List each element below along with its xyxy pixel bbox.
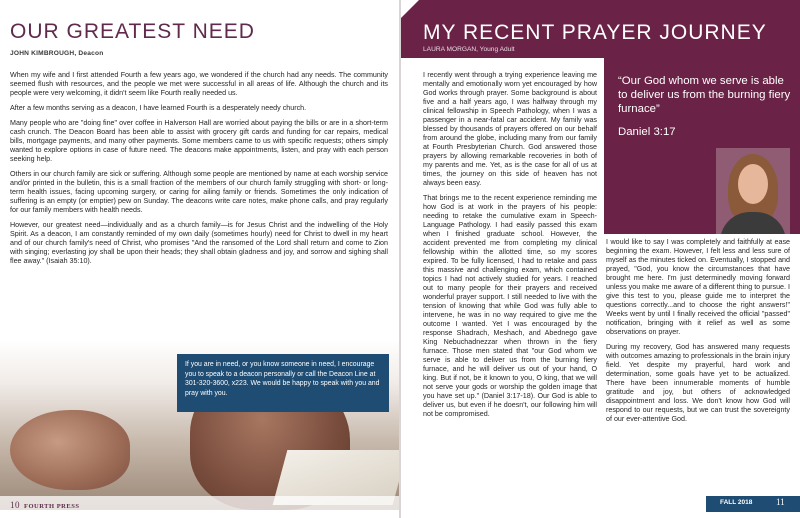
paragraph: Many people who are "doing fine" over coffee in Halverson Hall are worried about paying the bills or are in a short-term cash crunch. The Deacon Board has been able to assist with grocery gift cards and funding for car repairs, medical bills, mortgage payments, and many other payments. Some members came to us with specific requests; others simply wanted to explore options in case of future need. The deacons make appointments, listen, and pray with each person seeking help. [10,119,388,163]
page-number: 10 [10,500,20,510]
page-number-right: 11 [776,497,785,507]
page-number-left [10,500,79,510]
hands-shape [10,410,130,490]
quote-reference: Daniel 3:17 [618,126,676,138]
paragraph: I would like to say I was completely and faithfully at ease beginning the exam. However, I felt less and less sure of myself as the minutes ticked on. Eventually, I stopped and prayed, "God, you know the circumstances that have brought me here. I'm just determinedly moving forward unless you make me aware of a different thing to pursue. I give this test to you, please guide me to interpret the questions correctly...and to choose the right answers!" Weeks went by until I finally received the official "passed" notification, bringing with it relief as well as some observations on prayer. [606,238,790,336]
issue-label: FALL 2018 [720,499,753,506]
publication-name: FOURTH PRESS [24,503,80,510]
right-page [401,0,800,518]
article-title-left: OUR GREATEST NEED [10,20,255,43]
deacon-line-callout: If you are in need, or you know someone in need, I encourage you to speak to a deacon personally or call the Deacon Line at 301-320-3600, x223. We would be happy to speak with you and pray with you. [177,354,389,412]
paragraph: However, our greatest need—individually and as a church family—is for Jesus Christ and the indwelling of the Holy Spirit. As a deacon, I am constantly reminded of my own daily (sometimes hourly) need for Christ to dwell in my heart and of our church family's need of Christ, who promises "And the ransomed of the Lord shall return and come to Zion with singing; everlasting joy shall be upon their heads; they shall obtain gladness and joy, and sorrow and sighing shall flee away." (Isaiah 35:10). [10,221,388,265]
article-body-left [10,71,388,272]
footer-left [0,496,399,518]
left-page [0,0,399,518]
portrait-face [738,164,768,204]
paragraph: That brings me to the recent experience reminding me how God is at work in the prayers of his people: needing to retake the cumulative exam in Speech-Language Pathology. I had easily passed this exam when I finished graduate school. However, the accident prevented me from completing my clinical fellowship within the allotted time, so my scores expired. To be fully licensed, I had to retake and pass this massive and challenging exam, which contained topics I had not actively studied for years. I reached out to many people for their prayers and received wonderful prayer support. I still needed to live with the tension of knowing that while God was fully able to intervene, he was in no way required to give me the outcome I wanted. Yet I was encouraged by the response Shadrach, Meshach, and Abednego gave King Nebuchadnezzar when thrown in the fiery furnace. Those men stated that "our God whom we serve is able to deliver us from the burning fiery furnace, and he will deliver us out of your hand, O king. But if not, be it known to you, O king, that we will not serve your gods or worship the golden image that you have set up." (Daniel 3:17-18). Our God is able to deliver us, but even if he doesn't, our following him will not be compromised. [423,194,597,418]
portrait-body [720,212,786,234]
author-portrait [716,148,790,234]
paragraph: Others in our church family are sick or suffering. Although some people are mentioned by name at each worship service and/or printed in the bulletin, this is a small fraction of the members of our church family struggling with short- or long-term health issues, facing upcoming surgery, or caring for ailing family or friends. Sometimes the only indication of suffering is an empty (or emptier) pew on Sunday. The deacons write care notes, make phone calls, and pray regularly for our family members with health needs. [10,170,388,214]
footer-right [706,496,800,512]
paragraph: When my wife and I first attended Fourth a few years ago, we wondered if the church had any needs. The community seemed flush with resources, and the people we met were successful in all areas of life. Although the church and its people were very welcoming, it didn't seem like Fourth really needed us. [10,71,388,97]
article-body-col2 [606,238,790,430]
article-body-col1 [423,71,597,425]
paragraph: After a few months serving as a deacon, I have learned Fourth is a desperately needy church. [10,104,307,112]
pull-quote: “Our God whom we serve is able to deliver us from the burning fiery furnace” [618,75,791,115]
article-title-right: MY RECENT PRAYER JOURNEY [423,21,767,44]
pull-quote-panel [604,58,800,234]
header-corner [401,0,419,18]
byline-right: LAURA MORGAN, Young Adult [423,46,515,53]
paragraph: During my recovery, God has answered many requests with outcomes amazing to professionals in the brain injury field. Yet despite my prayerful, hard work and determination, some goals have yet to be actualized. There have been innumerable moments of humble gratitude and joy, but others of acknowledged disappointment and loss. We don't know how God will respond to our requests, but we can trust the sovereignty of our ever-attentive God. [606,343,790,423]
paragraph: I recently went through a trying experience leaving me mentally and emotionally worn yet encouraged by how God works through prayer. Some background is about five and a half years ago, I was halfway through my clinical fellowship in Speech Pathology, when I was a passenger in a near-fatal car accident. My family was blessed by thousands of prayers offered on our behalf from around the globe, including many from our family at Fourth Presbyterian Church. God answered those prayers by allowing remarkable recoveries in both of my parents and me. Yet, as is the case for all of us at times, the journey on this side of heaven has not always been easy. [423,71,597,187]
header-band [401,0,800,58]
byline-left: JOHN KIMBROUGH, Deacon [10,50,104,57]
